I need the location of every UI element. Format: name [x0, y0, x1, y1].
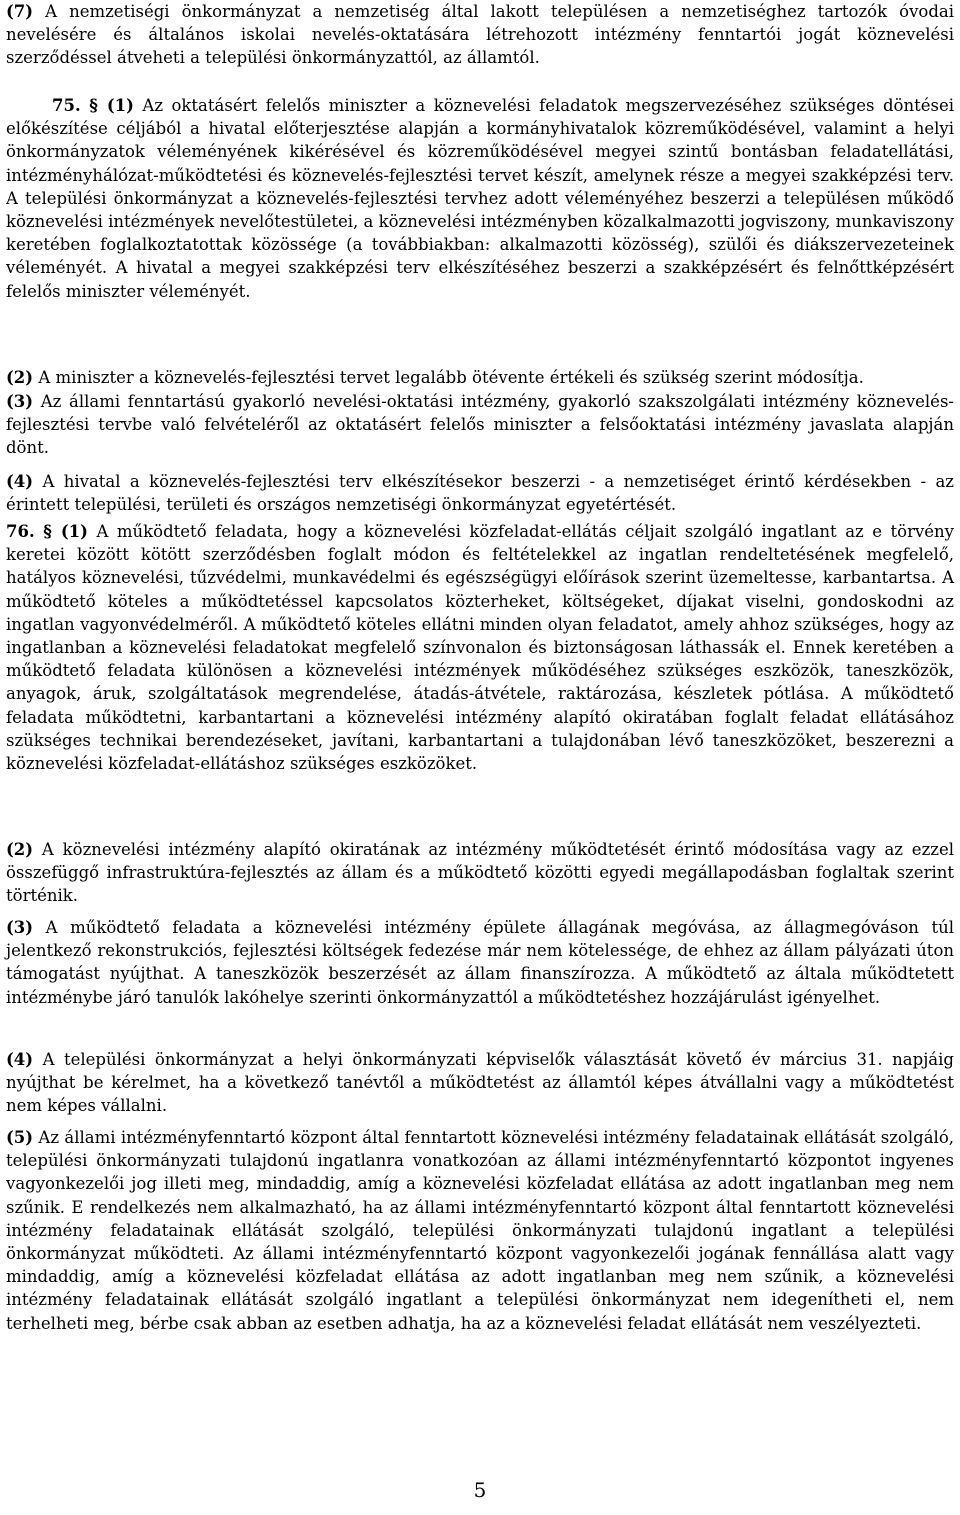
section-76-paragraph-1: [6, 520, 954, 775]
paragraph-text: A hivatal a köznevelés-fejlesztési terv elkészítésekor beszerzi - a nemzetiséget érintő kérdésekben - az érintett települési, területi és országos nemzetiségi önkormányzat egyetértését.: [6, 472, 954, 515]
page-number: 5: [473, 1478, 487, 1502]
section-number: 75.: [52, 96, 81, 115]
paragraph-label: (4): [6, 1050, 34, 1069]
paragraph-intro-7: [6, 0, 954, 70]
section-76-paragraph-3: [6, 916, 954, 1009]
paragraph-label: (2): [6, 368, 34, 387]
paragraph-label: § (1): [43, 522, 88, 541]
paragraph-text: Az állami fenntartású gyakorló nevelési-oktatási intézmény, gyakorló szakszolgálati intézmény köznevelés-fejlesztési tervbe való felvételéről az oktatásért felelős miniszter a felsőoktatási intézmény javaslata alapján dönt.: [6, 392, 954, 458]
paragraph-text: A miniszter a köznevelés-fejlesztési tervet legalább ötévente értékeli és szükség szerint módosítja.: [33, 368, 864, 387]
section-76-paragraph-4: [6, 1048, 954, 1118]
paragraph-label: § (1): [89, 96, 134, 115]
document-page: [6, 0, 954, 1515]
section-76-paragraph-2: [6, 838, 954, 908]
paragraph-label: (2): [6, 840, 34, 859]
paragraph-text: A működtető feladata a köznevelési intézmény épülete állagának megóvása, az állagmegóváson túl jelentkező rekonstrukciós, fejlesztési költségek fedezése már nem kötelessége, de ehhez az állam pályázati úton támogatást nyújthat. A taneszközök beszerzését az állam finanszírozza. A működtető az általa működtetett intézménybe járó tanulók lakóhelye szerinti önkormányzattól a működtetéshez hozzájárulást igényelhet.: [6, 918, 954, 1007]
paragraph-text: A települési önkormányzat a helyi önkormányzati képviselők választását követő év március 31. napjáig nyújthat be kérelmet, ha a következő tanévtől a működtetést az államtól képes átvállalni vagy a működtetést nem képes vállalni.: [6, 1050, 954, 1116]
section-75-paragraph-4: [6, 470, 954, 516]
paragraph-text: A működtető feladata, hogy a köznevelési közfeladat-ellátás céljait szolgáló ingatlant az e törvény keretei között kötött szerződésben foglalt módon és feltételekkel az ingatlan rendeltetésének megfelelő, hatályos köznevelési, tűzvédelmi, munkavédelmi és egészségügyi előírások szerint üzemeltesse, karbantartsa. A működtető köteles a működtetéssel kapcsolatos közterheket, költségeket, díjakat viselni, gondoskodni az ingatlan vagyonvédelméről. A működtető köteles ellátni minden olyan feladatot, amely ahhoz szükséges, hogy az ingatlanban a köznevelési feladatokat megfelelő színvonalon és biztonságosan láthassák el. Ennek keretében a működtető feladata különösen a köznevelési intézmények működéséhez szükséges eszközök, taneszközök, anyagok, áruk, szolgáltatások megrendelése, átadás-átvétele, raktározása, készletek pótlása. A működtető feladata működtetni, karbantartani a köznevelési intézmény alapító okiratában foglalt feladat ellátásához szükséges technikai berendezéseket, javítani, karbantartani a tulajdonában lévő taneszközöket, beszerezni a köznevelési közfeladat-ellátáshoz szükséges eszközöket.: [6, 522, 954, 774]
paragraph-label: (5): [6, 1128, 34, 1147]
section-75-paragraph-3: [6, 390, 954, 460]
paragraph-text: A nemzetiségi önkormányzat a nemzetiség által lakott településen a nemzetiséghez tartozók óvodai nevelésére és általános iskolai nevelés-oktatására létrehozott intézmény fenntartói jogát köznevelési szerződéssel átveheti a települési önkormányzattól, az államtól.: [6, 2, 954, 68]
paragraph-text: A köznevelési intézmény alapító okiratának az intézmény működtetését érintő módosítása vagy az ezzel összefüggő infrastruktúra-fejlesztés az állam és a működtető közötti egyedi megállapodásban foglaltak szerint történik.: [6, 840, 954, 906]
paragraph-text: Az állami intézményfenntartó központ által fenntartott köznevelési intézmény feladatainak ellátását szolgáló, települési önkormányzati tulajdonú ingatlanra vonatkozóan az állami intézményfenntartó központot ingyenes vagyonkezelői jog illeti meg, mindaddig, amíg a köznevelési közfeladat ellátása az adott ingatlanban meg nem szűnik. E rendelkezés nem alkalmazható, ha az állami intézményfenntartó központ által fenntartott köznevelési intézmény feladatainak ellátását szolgáló, települési önkormányzati tulajdonú ingatlant a települési önkormányzat működteti. Az állami intézményfenntartó központ vagyonkezelői jogának fennállása alatt vagy mindaddig, amíg a köznevelési közfeladat ellátása az adott ingatlanban meg nem szűnik, a köznevelési intézmény feladatainak ellátását szolgáló ingatlant a települési önkormányzat nem idegenítheti el, nem terhelheti meg, bérbe csak abban az esetben adhatja, ha az a köznevelési feladat ellátását nem veszélyezteti.: [6, 1128, 954, 1333]
paragraph-text: Az oktatásért felelős miniszter a köznevelési feladatok megszervezéséhez szükséges döntései előkészítése céljából a hivatal előterjesztése alapján a kormányhivatalok közreműködésével, valamint a helyi önkormányzatok véleményének kikérésével és közreműködésével megyei szintű bontásban feladatellátási, intézményhálózat-működtetési és köznevelés-fejlesztési tervet készít, amelynek része a megyei szakképzési terv. A települési önkormányzat a köznevelés-fejlesztési tervhez adott véleményéhez beszerzi a településen működő köznevelési intézmények nevelőtestületei, a köznevelési intézményben közalkalmazotti jogviszony, munkaviszony keretében foglalkoztatottak közössége (a továbbiakban: alkalmazotti közösség), szülői és diákszervezeteinek véleményét. A hivatal a megyei szakképzési terv elkészítéséhez beszerzi a szakképzésért és felnőttképzésért felelős miniszter véleményét.: [6, 96, 955, 301]
section-75-paragraph-1: [6, 94, 954, 303]
section-76-paragraph-5: [6, 1126, 954, 1335]
paragraph-label: (7): [6, 2, 34, 21]
paragraph-label: (3): [6, 918, 34, 937]
paragraph-label: (4): [6, 472, 34, 491]
paragraph-label: (3): [6, 392, 34, 411]
section-75-paragraph-2: [6, 366, 954, 389]
section-number: 76.: [6, 522, 35, 541]
